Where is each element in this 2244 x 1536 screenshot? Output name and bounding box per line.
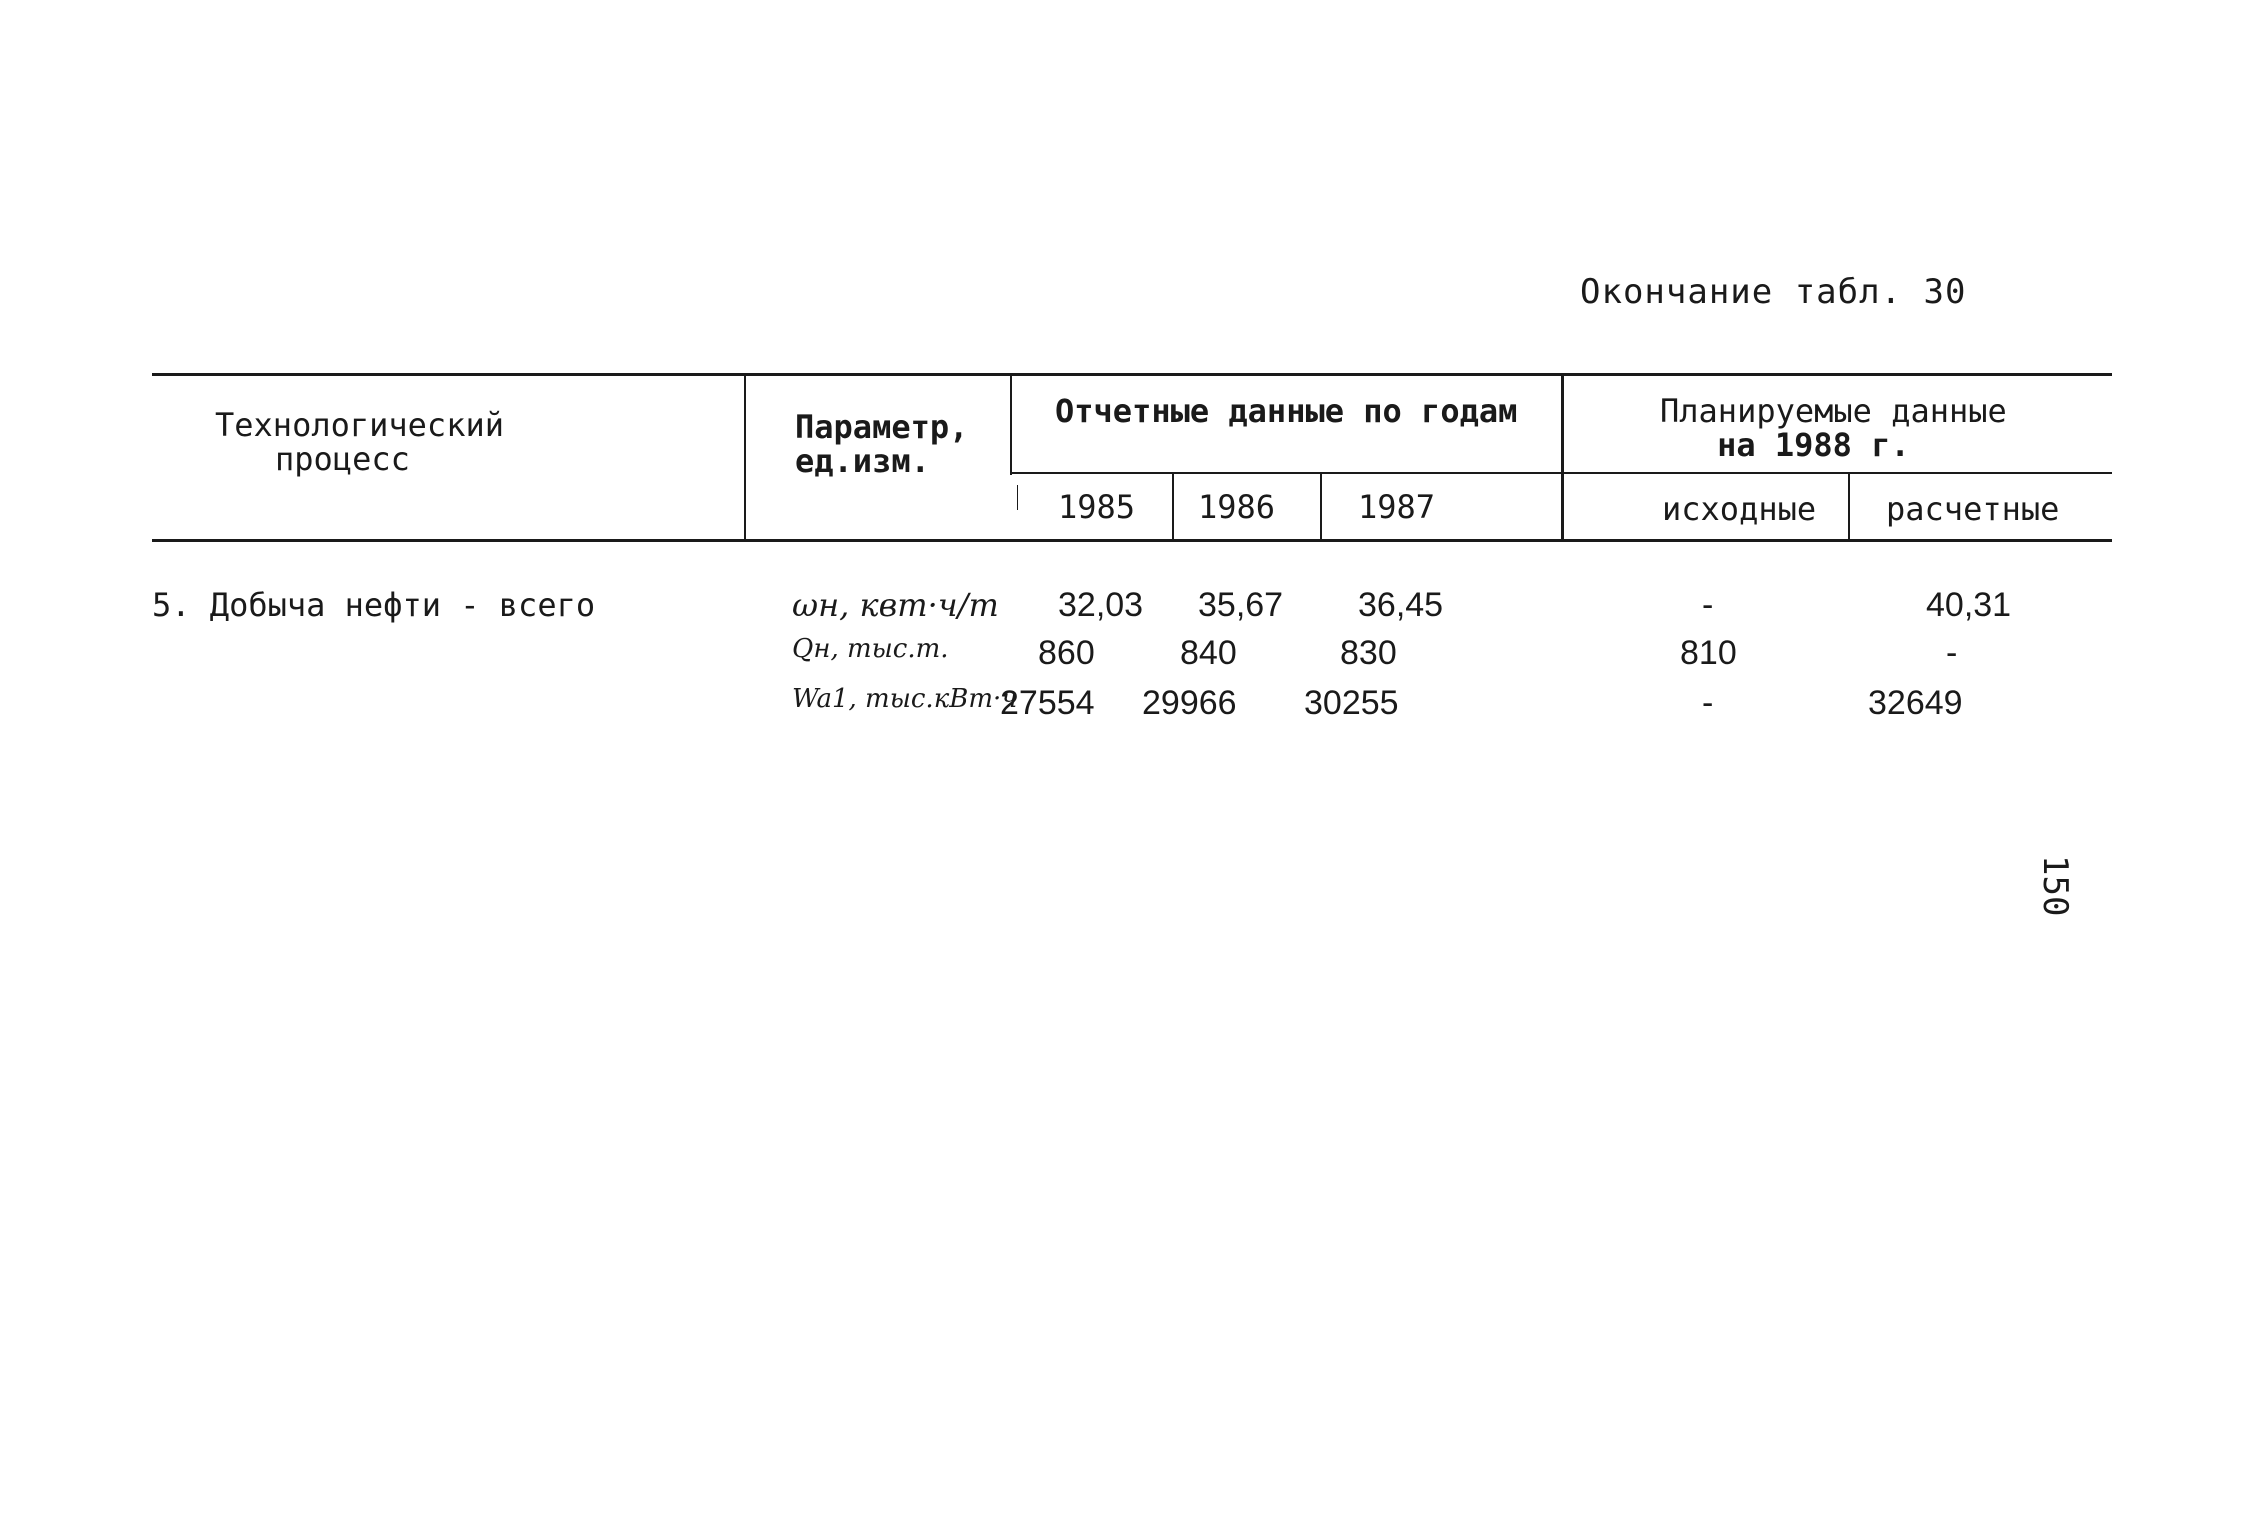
header-report-group: Отчетные данные по годам (1055, 392, 1518, 430)
row-parameter: Qн, тыс.т. (792, 634, 949, 664)
row-parameter: Wa1, тыс.кВт·ч (792, 684, 1018, 714)
value-plan-calc: 40,31 (1926, 586, 2012, 624)
col-divider (1561, 375, 1564, 541)
col-divider (744, 375, 746, 541)
value-plan-calc: - (1946, 634, 1958, 672)
row-parameter: ωн, квт·ч/т (792, 586, 999, 624)
col-divider (1848, 474, 1850, 540)
value-1985: 27554 (1000, 684, 1095, 722)
header-plan-initial: исходные (1662, 490, 1817, 528)
table-caption: Окончание табл. 30 (1580, 272, 1967, 312)
value-plan-initial: - (1702, 586, 1714, 624)
col-divider (1320, 474, 1322, 540)
value-1986: 840 (1180, 634, 1237, 672)
header-plan-group: Планируемые данные на 1988 г. (1660, 392, 2007, 464)
page-number: 150 (2035, 855, 2075, 917)
header-year-1985: 1985 (1058, 488, 1136, 526)
value-1987: 36,45 (1358, 586, 1444, 624)
value-plan-calc: 32649 (1868, 684, 1963, 722)
header-plan-calc: расчетные (1886, 490, 2060, 528)
value-plan-initial: - (1702, 684, 1714, 722)
value-1986: 35,67 (1198, 586, 1284, 624)
value-1985: 32,03 (1058, 586, 1144, 624)
header-year-1986: 1986 (1198, 488, 1276, 526)
value-1985: 860 (1038, 634, 1095, 672)
header-bottom-rule (152, 539, 2112, 542)
value-1987: 30255 (1304, 684, 1399, 722)
value-1987: 830 (1340, 634, 1397, 672)
header-year-1987: 1987 (1358, 488, 1436, 526)
col-divider (1172, 474, 1174, 540)
col-divider (1017, 485, 1018, 510)
table-top-rule (152, 373, 2112, 376)
header-parameter: Параметр, ед.изм. (795, 408, 969, 480)
row-process: 5. Добыча нефти - всего (152, 586, 596, 624)
header-process: Технологический процесс (215, 406, 504, 478)
value-plan-initial: 810 (1680, 634, 1737, 672)
col-divider (1010, 375, 1012, 475)
value-1986: 29966 (1142, 684, 1237, 722)
